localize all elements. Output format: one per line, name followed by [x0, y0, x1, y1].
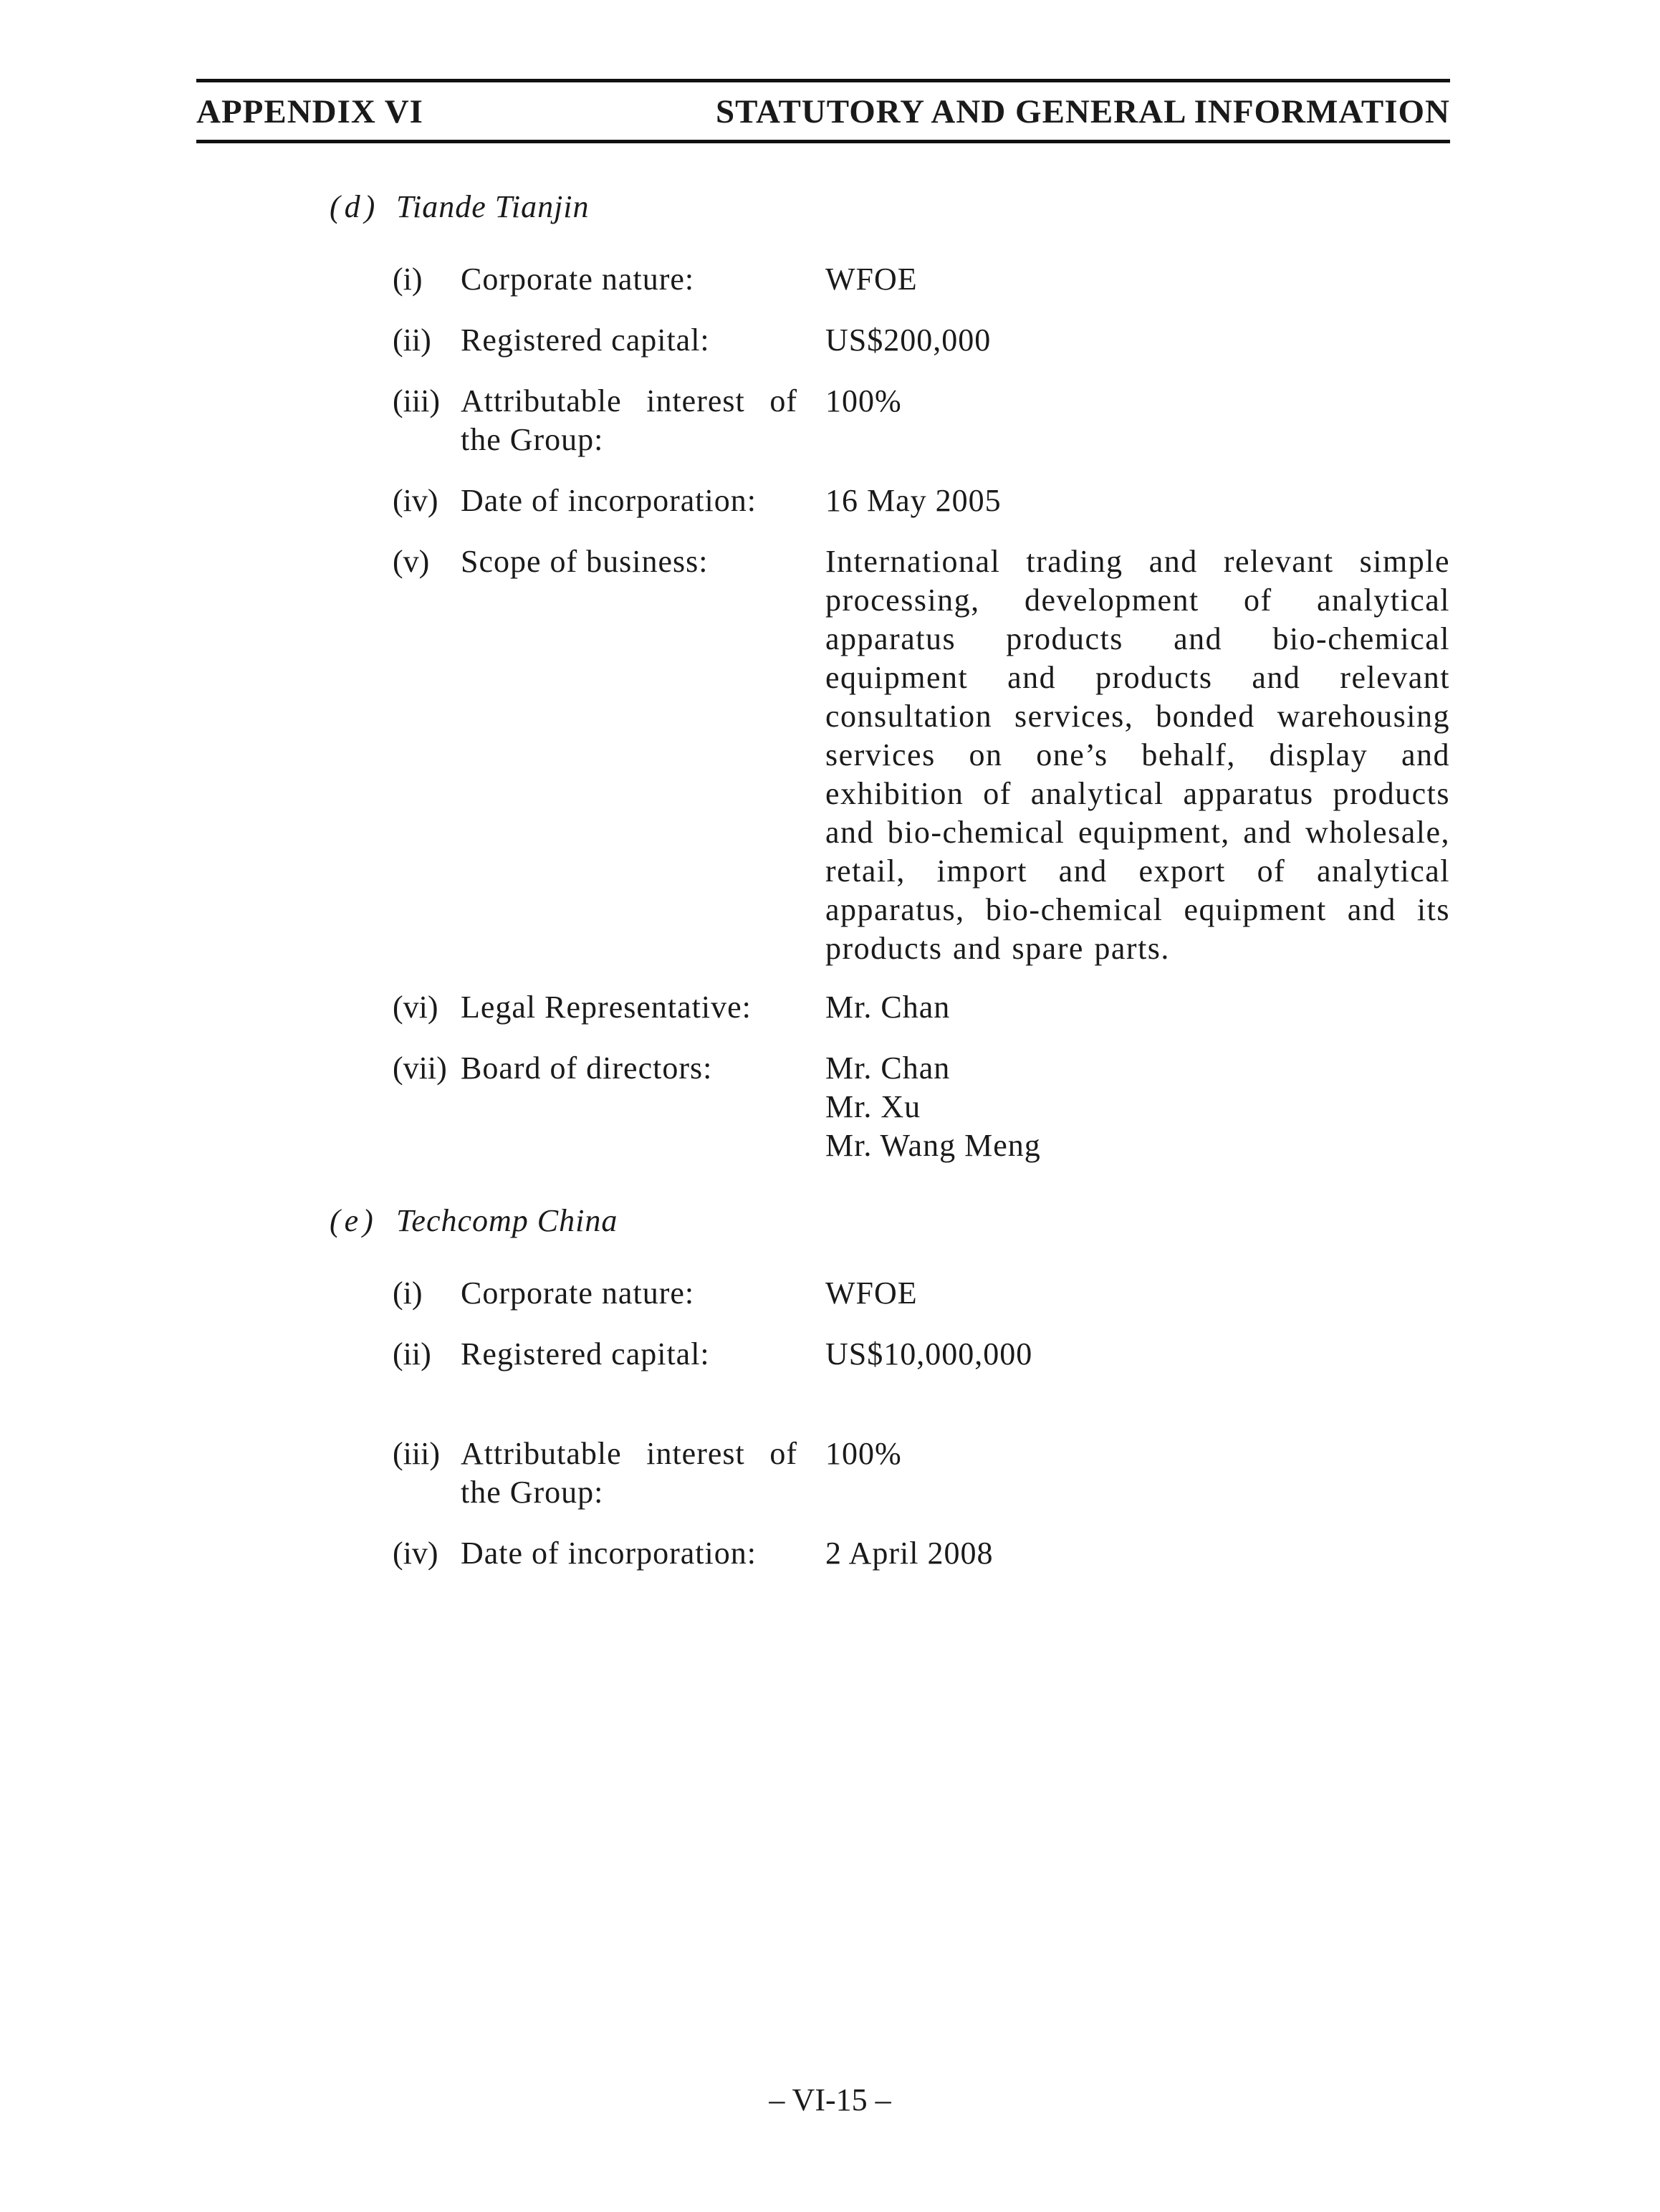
item-value: 100% [825, 1436, 902, 1471]
item-value: WFOE [825, 262, 918, 297]
item-label: Registered capital: [461, 322, 710, 358]
item-label: Registered capital: [461, 1336, 710, 1371]
item-value [825, 1049, 1450, 1165]
section-letter: (d) [330, 189, 380, 224]
director-name: Mr. Xu [825, 1089, 921, 1124]
item-value: Mr. Chan [825, 990, 951, 1025]
item-value: WFOE [825, 1275, 918, 1311]
item-value: 2 April 2008 [825, 1536, 994, 1571]
section-letter: (e) [330, 1203, 378, 1238]
item-number: (ii) [393, 1336, 431, 1371]
item-number: (v) [393, 544, 430, 579]
item-label: Board of directors: [461, 1050, 713, 1086]
item-value: US$200,000 [825, 322, 992, 358]
item-number: (iv) [393, 483, 438, 518]
item-number: (i) [393, 1275, 423, 1311]
director-name: Mr. Wang Meng [825, 1128, 1041, 1163]
section-name: Tiande Tianjin [396, 189, 590, 224]
item-label: Date of incorporation: [461, 483, 757, 518]
item-value: International trading and relevant simple processing, development of analytical apparatus products and bio-chemical equipment and products and relevant consultation services, bonded warehousing services on one’s behalf, display and exhibition of analytical apparatus products and bio-chemical equipment, and wholesale, retail, import and export of analytical apparatus, bio-chemical equipment and its products and spare parts. [825, 544, 1450, 966]
item-number: (vii) [393, 1050, 447, 1086]
section-name: Techcomp China [396, 1203, 618, 1238]
item-number: (iii) [393, 383, 440, 418]
item-number: (vi) [393, 990, 438, 1025]
item-value: US$10,000,000 [825, 1336, 1033, 1371]
item-label: Legal Representative: [461, 990, 752, 1025]
section-heading: STATUTORY AND GENERAL INFORMATION [715, 93, 1450, 130]
item-number: (iii) [393, 1436, 440, 1471]
page-header [196, 79, 1450, 143]
item-number: (ii) [393, 322, 431, 358]
page-number: – VI-15 – [769, 2082, 891, 2117]
appendix-title: APPENDIX VI [196, 93, 423, 130]
item-number: (i) [393, 262, 423, 297]
item-label: Corporate nature: [461, 262, 695, 297]
item-label: Scope of business: [461, 544, 709, 579]
item-label: Date of incorporation: [461, 1536, 757, 1571]
item-value: 100% [825, 383, 902, 418]
item-label: Corporate nature: [461, 1275, 695, 1311]
item-number: (iv) [393, 1536, 438, 1571]
item-label: Attributable interest of the Group: [461, 1436, 797, 1510]
item-label: Attributable interest of the Group: [461, 383, 797, 457]
item-value: 16 May 2005 [825, 483, 1002, 518]
director-name: Mr. Chan [825, 1050, 951, 1086]
